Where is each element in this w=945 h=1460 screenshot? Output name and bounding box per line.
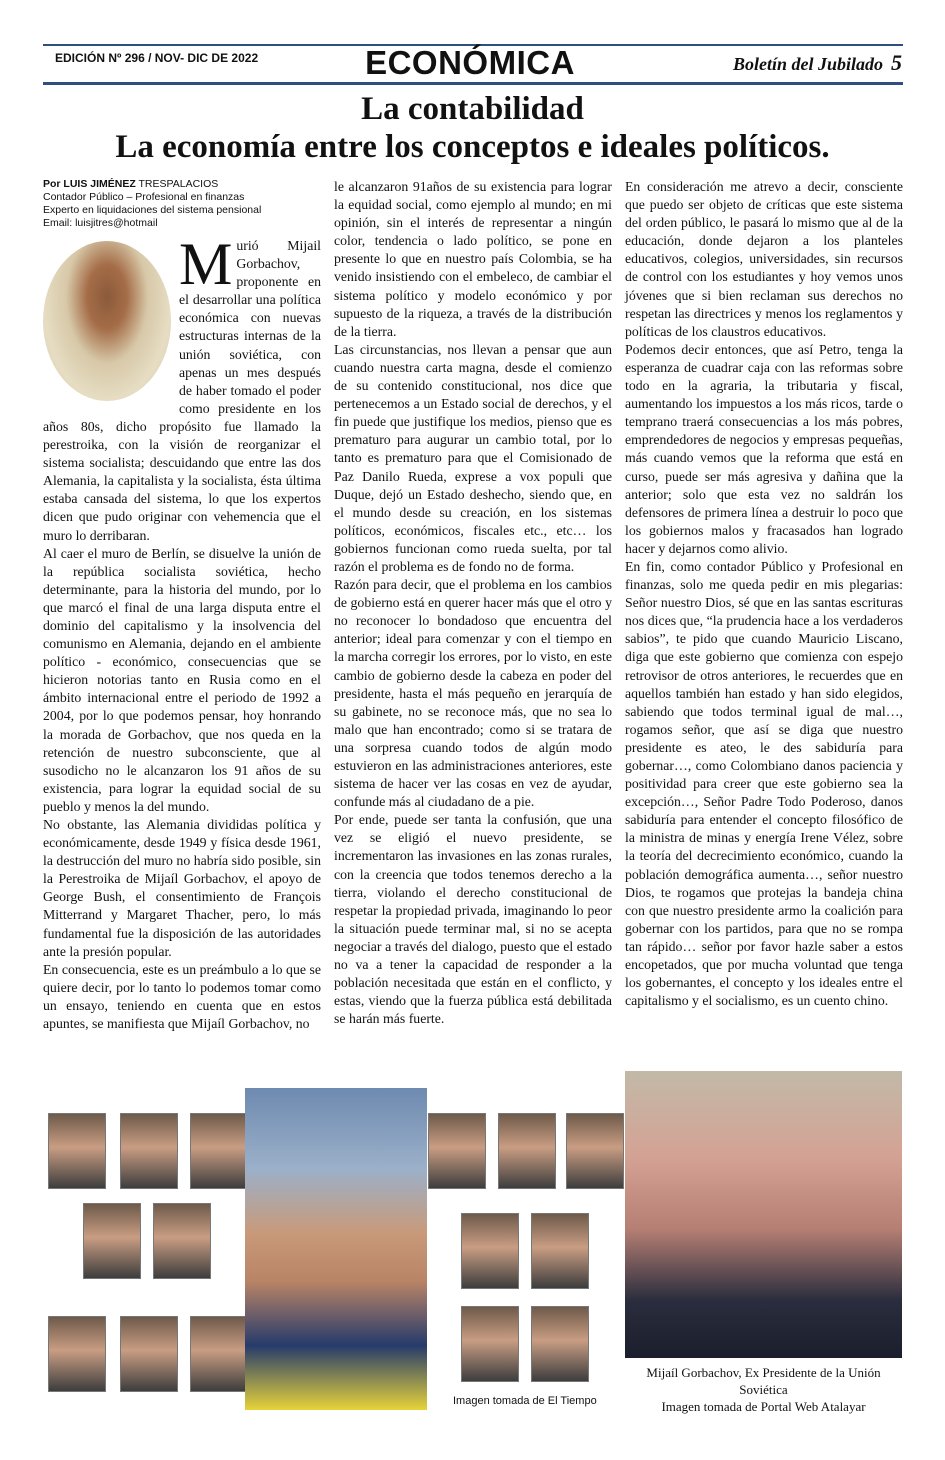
- portrait-thumb: [428, 1113, 486, 1189]
- portrait-thumb: [566, 1113, 624, 1189]
- president-portrait: [245, 1088, 427, 1410]
- header-rule: [43, 82, 903, 85]
- portrait-thumb: [190, 1113, 248, 1189]
- masthead-title: Boletín del Jubilado: [732, 54, 883, 74]
- portrait-thumb: [83, 1203, 141, 1279]
- paragraph: Por ende, puede ser tanta la confusión, que una vez se eligió el nuevo presidente, se incrementaron las invasiones en las zonas rurales, con la creencia que todos tenemos derecho a la tierra, violando el derecho constitucional de respetar la propiedad privada, imaginando lo peor la situación puede terminar mal, si no se acepta negociar a través del dialogo, puesto que el estado no va a tener la capacidad de responder a la población necesitada que están en el conflicto, y estas, viendo que la fuerza pública está debilitada se harán más fuerte.: [334, 812, 612, 1027]
- paragraph: le alcanzaron 91años de su existencia para lograr la equidad social, como ejemplo al mundo; en mi opinión, sin el interés de representar a ningún color, tendencia o lado político, se pone en presente lo que en nuestro país Colombia, se ha venido insistiendo con el embeleco, de cambiar el sistema político y modelo económico y por supuesto de la riqueza, a través de la distribución de la tierra.: [334, 179, 612, 339]
- portrait-thumb: [461, 1213, 519, 1289]
- masthead: [680, 50, 902, 76]
- headline-line-2: La economía entre los conceptos e ideales políticos.: [115, 129, 830, 165]
- author-photo: [43, 241, 171, 401]
- paragraph: urió Mijail Gorbachov, proponente en el desarrollar una política económica con nuevas estructuras internas de la unión soviética, con apenas un mes después de haber tomado el poder como presidente en los años 80s, dicho propósito fue llamado la perestroika, con la visión de reorganizar el sistema socialista; descuidando que entre las dos Alemania, la capitalista y la socialista, ésta última estaba cansada del sistema, lo que los expertos dicen que pudo originar con vehemencia que el muro lo derribaran.: [43, 238, 321, 543]
- paragraph: En fin, como contador Público y Profesional en finanzas, solo me queda pedir en mis plegarias: Señor nuestro Dios, sé que en las santas escrituras nos dices que, “la prudencia hace a los verdaderos sabios”, te pido que cuando Mauricio Liscano, diga que este gobierno que comienza con espejo retrovisor de otros anteriores, le recuerdes que en aquellos también han estado y han sido elegidos, sabiendo que todos terminal igual de mal…, rogamos señor, que así se diga que nuestro presidente es ateo, le des sabiduría para gobernar…, como Colombiano danos paciencia y positividad para creer que este gobierno sea la excepción…, Señor Padre Todo Poderoso, danos sabiduría para entender el concepto filosófico de la ministra de minas y energía Irene Vélez, sobre la teoría del decrecimiento económico, cuando la población demográfica aumenta…, señor nuestro Dios, te rogamos que protejas la bandeja china con que nuestro presidente armo la coalición para gobernar con los partidos, para que no se rompa tan rápido… señor por favor hazle saber a estos encopetados, que por mucha voluntad que tenga los gobernantes, el concepto y los ideales entre el capitalismo y el socialismo, es un cuento chino.: [625, 558, 903, 1009]
- byline-author: [43, 178, 321, 191]
- section-title: ECONÓMICA: [365, 44, 575, 81]
- byline-prefix: Por: [43, 178, 64, 190]
- gorbachov-caption: [625, 1364, 902, 1415]
- page-number: 5: [891, 50, 902, 75]
- article-column-2: [334, 178, 612, 1028]
- portrait-thumb: [498, 1113, 556, 1189]
- caption-line-1: Mijaíl Gorbachov, Ex Presidente de la Unión Soviética: [646, 1365, 881, 1397]
- byline: [43, 178, 321, 230]
- gorbachov-photo: [625, 1071, 902, 1358]
- headline: [40, 90, 905, 166]
- portrait-thumb: [153, 1203, 211, 1279]
- collage-credit: Imagen tomada de El Tiempo: [453, 1395, 597, 1407]
- paragraph: Las circunstancias, nos llevan a pensar que aun cuando nuestra carta magna, desde el comienzo de su contenido constitucional, nos dice que pertenecemos a un Estado social de derechos, y el fin puede que justifique los medios, pienso que es prematuro para augurar un cambio total, por lo tanto es prematuro para que el Comisionado de Paz Danilo Rueda, exprese a vox populi que Duque, dejó un Estado deshecho, siendo que, en el mundo desde su creación, en los sistemas políticos, económicos, fiscales etc., etc… los gobiernos funcionan como rueda suelta, por tal razón el problema es de fondo no de forma.: [334, 341, 612, 574]
- portrait-thumb: [48, 1113, 106, 1189]
- byline-role-2: Experto en liquidaciones del sistema pensional: [43, 204, 262, 216]
- cabinet-collage-image: [43, 1088, 613, 1408]
- article-column-3: [625, 178, 903, 1010]
- paragraph: Al caer el muro de Berlín, se disuelve la unión de la república socialista soviética, hecho determinante, para la historia del mundo, por lo que marcó el final de una larga disputa entre el dominio del capitalismo y la insolvencia del comunismo en Alemania, dejando en el ambiente político - económico, consecuencias que se hicieron notorias tanto en Rusia como en el ámbito internacional entre el periodo de 1992 a 2004, por lo que podemos pensar, hoy honrando la morada de Gorbachov, que nos queda en la retención de nuestro subconsciente, que al susodicho no le alcanzaron los 91 años de su existencia, para lograr la equidad social de su pueblo y menos la del mundo.: [43, 545, 321, 814]
- byline-name-bold: LUIS JIMÉNEZ: [63, 178, 136, 190]
- portrait-thumb: [531, 1306, 589, 1382]
- drop-cap: M: [179, 231, 233, 297]
- portrait-thumb: [48, 1316, 106, 1392]
- paragraph: No obstante, las Alemania divididas política y económicamente, desde 1949 y física desde 1961, la destrucción del muro no habría sido posible, sin la Perestroika de Mijaíl Gorbachov, el apoyo de George Bush, el consentimiento de François Mitterrand y Margaret Thacher, pero, lo más fundamental fue la disposición de las autoridades ante la presión popular.: [43, 817, 321, 959]
- headline-line-1: La contabilidad: [361, 91, 584, 127]
- portrait-thumb: [120, 1113, 178, 1189]
- portrait-thumb: [120, 1316, 178, 1392]
- caption-line-2: Imagen tomada de Portal Web Atalayar: [661, 1399, 866, 1414]
- article-column-1: [43, 178, 321, 1033]
- paragraph: Razón para decir, que el problema en los cambios de gobierno está en querer hacer más que el otro y no reconocer lo bondadoso que encuentra del anterior; ideal para comenzar y con el tiempo en la marcha corregir los errores, por lo visto, en este cambio de gobierno desde la cabeza en poder del presidente, hasta el más pequeño en jerarquía de su gabinete, no se reconoce más, que no sea lo malo que han encontrado; como si se tratara de una sorpresa cuando todos de algún modo estuvieron en las administraciones anteriores, este sistema de hacer ver las cosas en vez de ayudar, confunde más al ciudadano de a pie.: [334, 577, 612, 810]
- paragraph: En consideración me atrevo a decir, consciente que puedo ser objeto de críticas que este sistema del orden público, le pasará lo mismo que al de la educación, donde dejaron a los planteles educativos, colegios, universidades, sin recursos de control con los estudiantes y hoy vemos unos jóvenes que si bien reclaman sus derechos no respetan las directrices y menos los reglamentos y políticas de los claustros educativos.: [625, 179, 903, 339]
- portrait-thumb: [190, 1316, 248, 1392]
- byline-name-rest: TRESPALACIOS: [135, 178, 219, 190]
- byline-role-1: Contador Público – Profesional en finanzas: [43, 191, 245, 203]
- edition-label: EDICIÓN Nº 296 / NOV- DIC DE 2022: [55, 51, 259, 65]
- byline-email: Email: luisjitres@hotmail: [43, 217, 158, 229]
- portrait-thumb: [531, 1213, 589, 1289]
- paragraph: Podemos decir entonces, que así Petro, tenga la esperanza de cuadrar caja con las reformas sobre todo en la agraria, la tributaria y fiscal, aumentando los impuestos a los más ricos, tarde o temprano traerá consecuencias a los más pobres, emprendedores de negocios y empresas pequeñas, más cuando vemos que la reforma que está en curso, puede ser más agresiva y dañina que la anterior; solo que esta vez no saldrán los defensores de primera línea a destruir lo poco que los gobiernos malos y fracasados han logrado hacer y dejarnos como alivio.: [625, 341, 903, 556]
- portrait-thumb: [461, 1306, 519, 1382]
- paragraph: En consecuencia, este es un preámbulo a lo que se quiere decir, por lo tanto lo podemos tomar como un ensayo, teniendo en cuenta que en estos apuntes, se manifiesta que Mijaíl Gorbachov, no: [43, 961, 321, 1032]
